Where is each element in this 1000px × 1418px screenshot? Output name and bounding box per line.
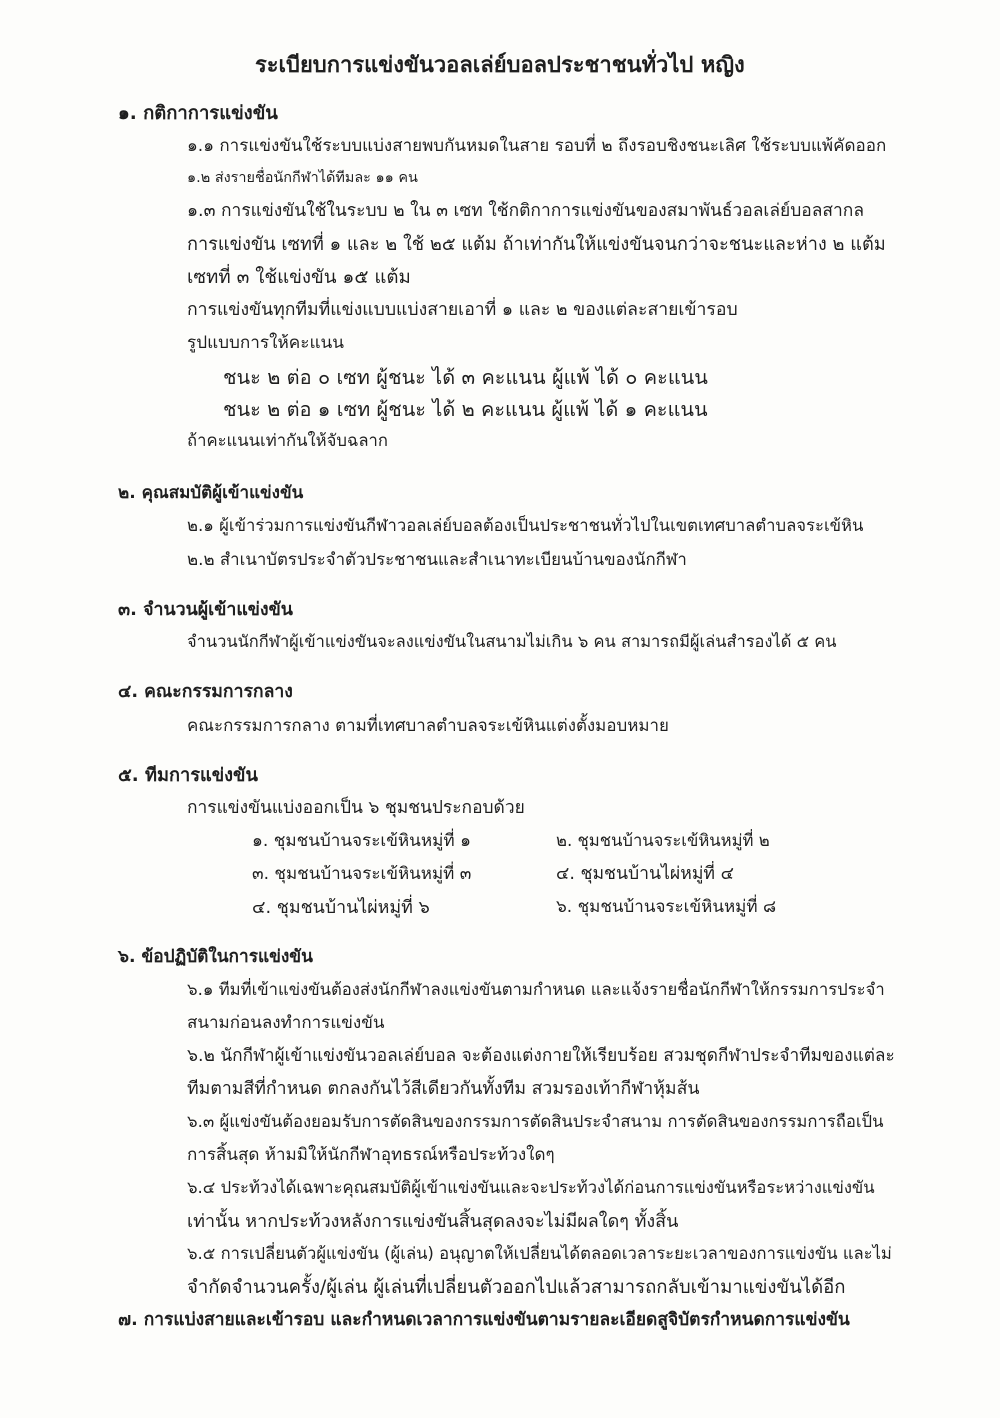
rule-1-3-line-3: เซทที่ ๓ ใช้แข่งขัน ๑๕ แต้ม [187, 267, 411, 288]
section-5-intro: การแข่งขันแบ่งออกเป็น ๖ ชุมชนประกอบด้วย [187, 798, 525, 818]
rule-2-2: ๒.๒ สำเนาบัตรประจำตัวประชาชนและสำเนาทะเบียนบ้านของนักกีฬา [187, 549, 687, 569]
section-3-heading: ๓. จำนวนผู้เข้าแข่งขัน [118, 599, 293, 620]
rule-1-1: ๑.๑ การแข่งขันใช้ระบบแบ่งสายพบกันหมดในสาย รอบที่ ๒ ถึงรอบชิงชนะเลิศ ใช้ระบบแพ้คัดออก [187, 136, 887, 156]
team-item: ๑. ชุมชนบ้านจระเข้หินหมู่ที่ ๑ [252, 831, 471, 851]
rule-6-5-line-2: จำกัดจำนวนครั้ง/ผู้เล่น ผู้เล่นที่เปลี่ยนตัวออกไปแล้วสามารถกลับเข้ามาแข่งขันได้อีก [187, 1277, 846, 1298]
tie-rule: ถ้าคะแนนเท่ากันให้จับฉลาก [187, 431, 388, 450]
rule-1-3-line-4: การแข่งขันทุกทีมที่แข่งแบบแบ่งสายเอาที่ ๑ และ ๒ ของแต่ละสายเข้ารอบ [187, 300, 738, 320]
rule-6-1-line-2: สนามก่อนลงทำการแข่งขัน [187, 1013, 385, 1033]
team-item: ๖. ชุมชนบ้านจระเข้หินหมู่ที่ ๘ [556, 897, 777, 917]
section-7-heading: ๗. การแบ่งสายและเข้ารอบ และกำหนดเวลาการแข่งขันตามรายละเอียดสูจิบัตรกำหนดการแข่งขัน [118, 1310, 850, 1330]
rule-6-2-line-2: ทีมตามสีที่กำหนด ตกลงกันไว้สีเดียวกันทั้งทีม สวมรองเท้ากีฬาหุ้มส้น [187, 1079, 700, 1099]
rule-1-3-line-1: ๑.๓ การแข่งขันใช้ในระบบ ๒ ใน ๓ เซท ใช้กติกาการแข่งขันของสมาพันธ์วอลเล่ย์บอลสากล [187, 201, 865, 221]
section-5-heading: ๕. ทีมการแข่งขัน [118, 765, 258, 786]
section-4-body: คณะกรรมการกลาง ตามที่เทศบาลตำบลจระเข้หินแต่งตั้งมอบหมาย [187, 715, 669, 735]
document-title: ระเบียบการแข่งขันวอลเล่ย์บอลประชาชนทั่วไป หญิง [255, 53, 745, 78]
rule-6-3-line-2: การสิ้นสุด ห้ามมิให้นักกีฬาอุทธรณ์หรือประท้วงใดๆ [187, 1145, 555, 1165]
team-item: ๓. ชุมชนบ้านจระเข้หินหมู่ที่ ๓ [252, 864, 472, 884]
rule-6-1-line-1: ๖.๑ ทีมที่เข้าแข่งขันต้องส่งนักกีฬาลงแข่งขันตามกำหนด และแจ้งรายชื่อนักกีฬาให้กรรมการประจำ [187, 980, 885, 999]
section-4-heading: ๔. คณะกรรมการกลาง [118, 682, 293, 702]
team-item: ๔. ชุมชนบ้านไผ่หมู่ที่ ๖ [252, 897, 430, 918]
team-item: ๒. ชุมชนบ้านจระเข้หินหมู่ที่ ๒ [556, 831, 770, 850]
rule-1-2: ๑.๒ ส่งรายชื่อนักกีฬาได้ทีมละ ๑๑ คน [187, 170, 418, 186]
section-2-heading: ๒. คุณสมบัติผู้เข้าแข่งขัน [118, 483, 304, 503]
rule-6-5-line-1: ๖.๕ การเปลี่ยนตัวผู้แข่งขัน (ผู้เล่น) อนุญาตให้เปลี่ยนได้ตลอดเวลาระยะเวลาของการแข่งขัน และไม่ [187, 1244, 892, 1263]
rule-6-3-line-1: ๖.๓ ผู้แข่งขันต้องยอมรับการตัดสินของกรรมการตัดสินประจำสนาม การตัดสินของกรรมการถือเป็น [187, 1112, 884, 1131]
section-1-heading: ๑. กติกาการแข่งขัน [118, 103, 278, 124]
rule-1-3-line-5: รูปแบบการให้คะแนน [187, 333, 344, 353]
section-3-body: จำนวนนักกีฬาผู้เข้าแข่งขันจะลงแข่งขันในสนามไม่เกิน ๖ คน สามารถมีผู้เล่นสำรองได้ ๕ คน [187, 632, 837, 651]
rule-6-4-line-1: ๖.๔ ประท้วงได้เฉพาะคุณสมบัติผู้เข้าแข่งขันและจะประท้วงได้ก่อนการแข่งขันหรือระหว่างแข่งขัน [187, 1178, 875, 1197]
section-6-heading: ๖. ข้อปฏิบัติในการแข่งขัน [118, 947, 313, 967]
team-item: ๔. ชุมชนบ้านไผ่หมู่ที่ ๔ [556, 864, 734, 884]
rule-6-2-line-1: ๖.๒ นักกีฬาผู้เข้าแข่งขันวอลเล่ย์บอล จะต้องแต่งกายให้เรียบร้อย สวมชุดกีฬาประจำทีมของแต่ละ [187, 1046, 895, 1066]
rule-1-3-line-2: การแข่งขัน เซทที่ ๑ และ ๒ ใช้ ๒๕ แต้ม ถ้าเท่ากันให้แข่งขันจนกว่าจะชนะและห่าง ๒ แต้ม [187, 234, 886, 255]
rule-6-4-line-2: เท่านั้น หากประท้วงหลังการแข่งขันสิ้นสุดลงจะไม่มีผลใดๆ ทั้งสิ้น [187, 1211, 679, 1232]
score-rule-1: ชนะ ๒ ต่อ ๐ เซท ผู้ชนะ ได้ ๓ คะแนน ผู้แพ้ ได้ ๐ คะแนน [223, 365, 708, 389]
score-rule-2: ชนะ ๒ ต่อ ๑ เซท ผู้ชนะ ได้ ๒ คะแนน ผู้แพ้ ได้ ๑ คะแนน [223, 398, 708, 421]
rule-2-1: ๒.๑ ผู้เข้าร่วมการแข่งขันกีฬาวอลเล่ย์บอลต้องเป็นประชาชนทั่วไปในเขตเทศบาลตำบลจระเข้หิน [187, 516, 864, 535]
